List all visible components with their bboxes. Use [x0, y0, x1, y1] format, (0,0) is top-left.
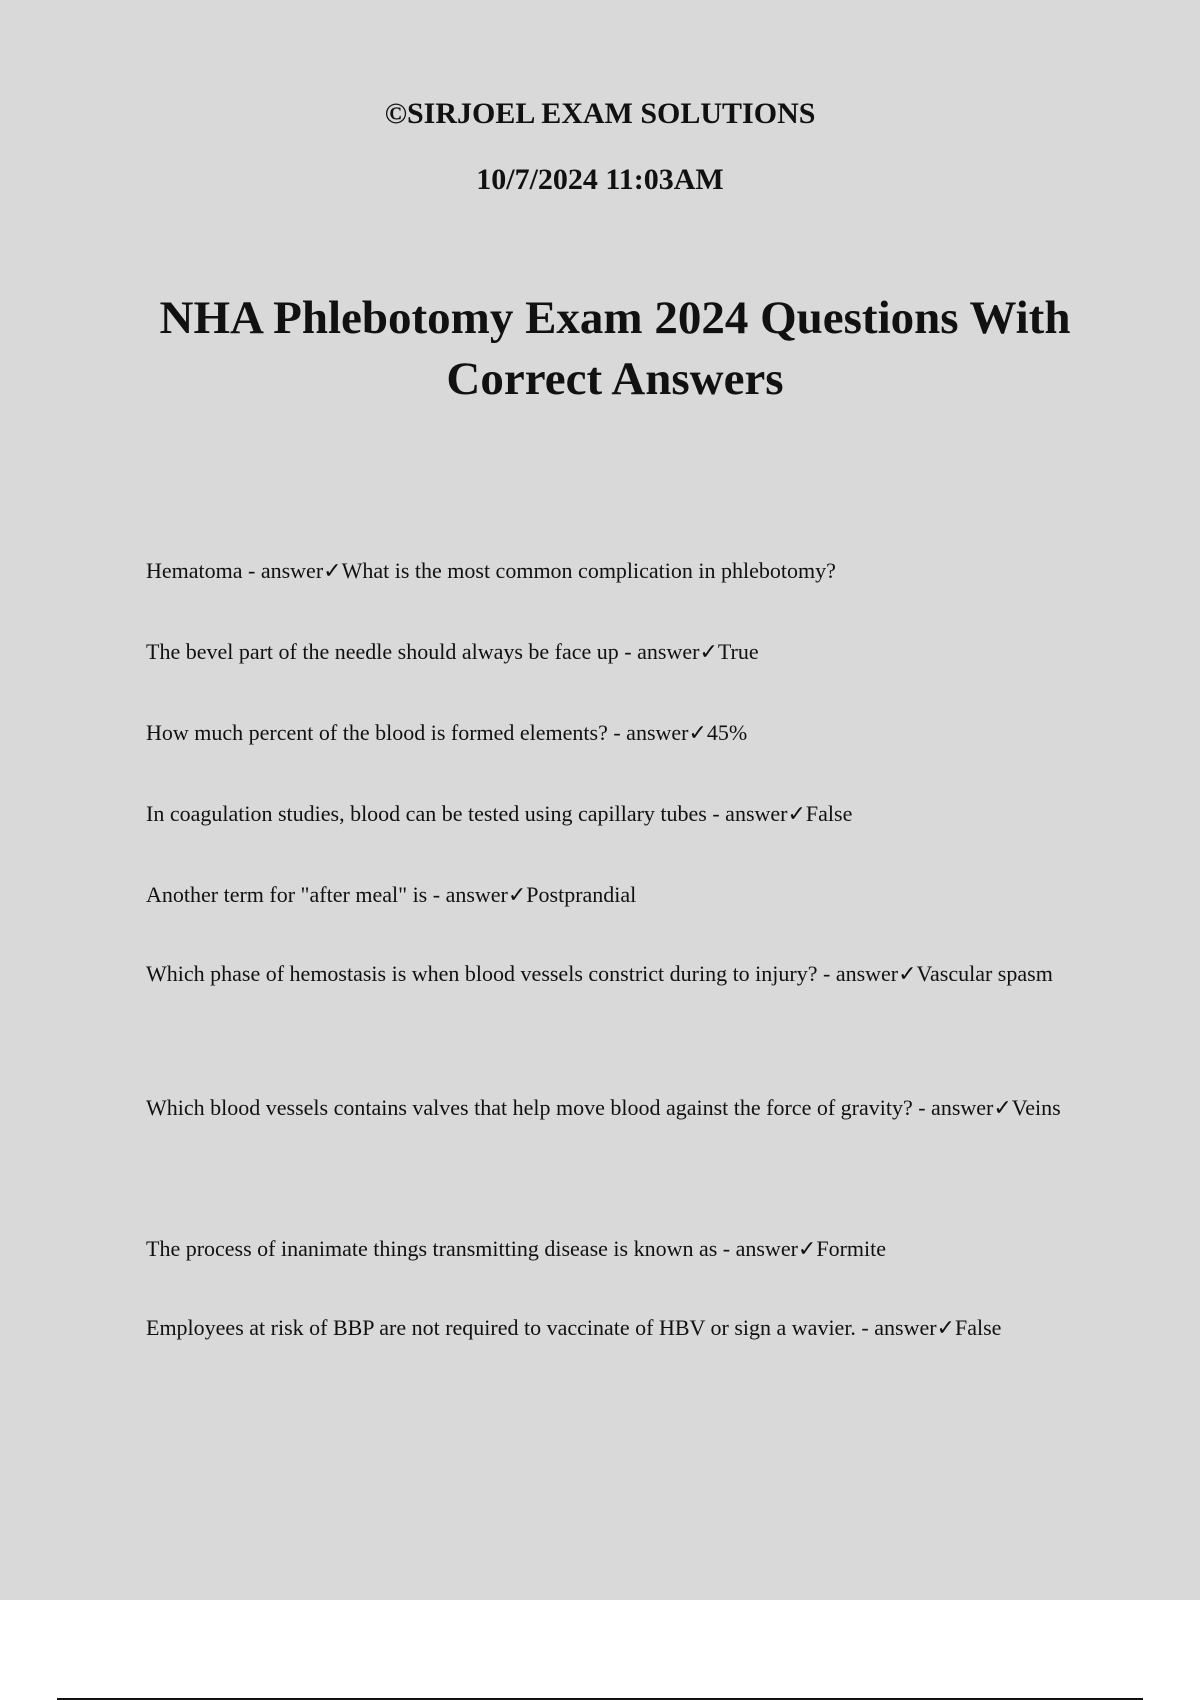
qa-item: The bevel part of the needle should always be face up - answer✓True [146, 639, 759, 664]
qa-item: How much percent of the blood is formed elements? - answer✓45% [146, 720, 748, 745]
qa-item: The process of inanimate things transmitting disease is known as - answer✓Formite [146, 1236, 887, 1261]
qa-item: Employees at risk of BBP are not required to vaccinate of HBV or sign a wavier. - answer✓False [146, 1315, 1002, 1340]
document-title: NHA Phlebotomy Exam 2024 Questions With Correct Answers [159, 292, 1071, 405]
qa-item: Another term for "after meal" is - answer✓Postprandial [146, 882, 637, 907]
qa-item: Which blood vessels contains valves that help move blood against the force of gravity? - answer✓Veins [146, 1095, 1061, 1120]
qa-item: Hematoma - answer✓What is the most common complication in phlebotomy? [146, 558, 836, 583]
qa-item: In coagulation studies, blood can be tested using capillary tubes - answer✓False [146, 801, 853, 826]
header-organization: ©SIRJOEL EXAM SOLUTIONS [384, 97, 816, 130]
qa-item: Which phase of hemostasis is when blood vessels constrict during to injury? - answer✓Vascular spasm [146, 961, 1053, 986]
header-datetime: 10/7/2024 11:03AM [476, 163, 724, 196]
